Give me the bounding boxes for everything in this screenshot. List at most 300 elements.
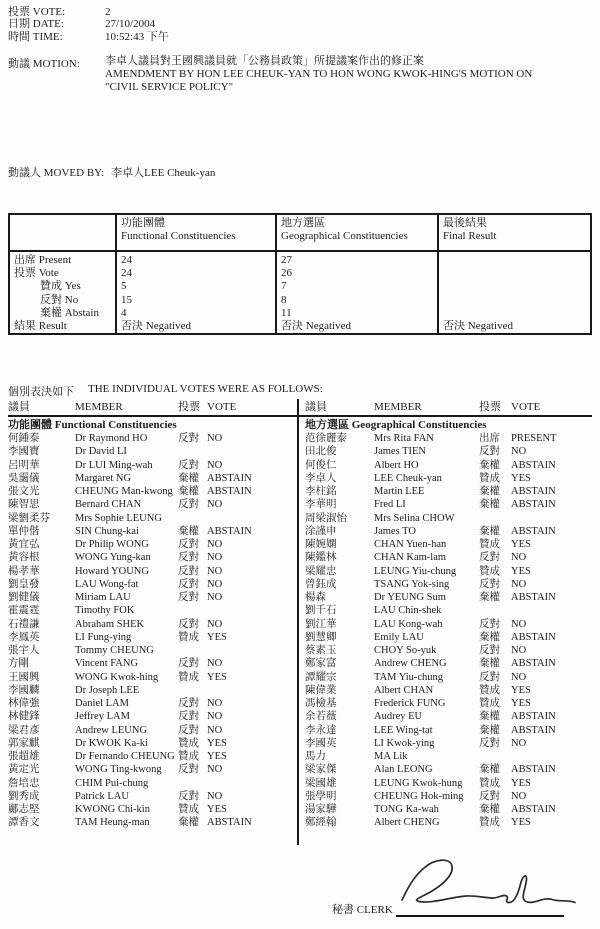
member-row <box>305 578 595 591</box>
member-en: TSANG Yok-sing <box>374 578 450 590</box>
member-vote-en: YES <box>511 539 531 550</box>
member-row <box>305 657 595 670</box>
member-vote-en: NO <box>207 459 223 471</box>
date-row <box>8 18 169 30</box>
member-row <box>8 750 294 763</box>
member-row <box>8 472 294 485</box>
member-vote-cn: 反對 <box>479 737 500 749</box>
vote-cn-header: 投票 <box>178 401 200 413</box>
member-en: TONG Ka-wah <box>374 804 439 815</box>
time-label: 時間 TIME: <box>8 30 63 43</box>
member-vote-en <box>207 604 294 617</box>
summary-cell-line: 投票 Vote <box>14 267 59 280</box>
member-vote-en: NO <box>207 790 223 802</box>
member-vote-en: NO <box>207 539 223 550</box>
member-vote-en: ABSTAIN <box>511 592 556 603</box>
member-cn: 方剛 <box>8 658 29 670</box>
member-en: LEE Cheuk-yan <box>374 472 442 484</box>
member-vote-en: ABSTAIN <box>511 459 556 471</box>
member-row <box>8 710 294 723</box>
member-cn: 黃容根 <box>8 552 40 564</box>
members-column-header-right <box>305 401 592 414</box>
member-en: WONG Yung-kan <box>75 552 151 564</box>
summary-cell-line: 否決 Negatived <box>443 319 513 332</box>
member-vote-en: NO <box>207 592 223 603</box>
summary-cell-line <box>443 307 586 320</box>
member-vote-cn: 反對 <box>178 499 199 511</box>
member-en: WONG Ting-kwong <box>75 764 162 776</box>
summary-cell-line: 11 <box>281 306 292 319</box>
member-vote-en <box>207 777 294 790</box>
member-row <box>8 777 294 790</box>
member-cn: 李柱銘 <box>305 486 337 497</box>
summary-cell-line: 棄權 Abstain <box>40 306 99 319</box>
member-cn: 譚耀宗 <box>305 671 337 683</box>
member-en: CHAN Yuen-han <box>374 539 447 550</box>
member-en: James TO <box>374 525 416 537</box>
functional-members-list <box>8 432 294 830</box>
member-row <box>305 750 595 763</box>
member-en: Miriam LAU <box>75 592 131 603</box>
member-en: Dr KWOK Ka-ki <box>75 737 148 749</box>
member-en: LAU Chin-shek <box>374 605 442 617</box>
member-en: Howard YOUNG <box>75 565 149 577</box>
moved-by-label: 動議人 MOVED BY: <box>8 167 105 179</box>
member-row <box>305 538 595 551</box>
member-en: Abraham SHEK <box>75 618 145 630</box>
date-label: 日期 DATE: <box>8 18 64 31</box>
member-cn: 劉千石 <box>305 605 337 617</box>
member-en: KWONG Chi-kin <box>75 804 150 815</box>
member-row <box>305 763 595 776</box>
geographical-constituencies-heading: 地方選區 Geographical Constituencies <box>305 419 487 431</box>
member-row <box>305 498 595 511</box>
member-en-header: MEMBER <box>75 401 123 413</box>
member-row <box>305 684 595 697</box>
member-en: Daniel LAM <box>75 698 129 709</box>
member-vote-cn: 反對 <box>479 446 500 458</box>
members-column-header-left <box>8 401 292 414</box>
member-row <box>8 525 294 538</box>
member-vote-cn: 反對 <box>479 671 500 683</box>
member-cn: 曾鈺成 <box>305 578 337 590</box>
member-cn: 劉健儀 <box>8 592 40 603</box>
member-en: LEUNG Kwok-hung <box>374 777 463 789</box>
summary-header-functional-cn: 功能團體 <box>121 217 165 229</box>
member-vote-en: ABSTAIN <box>511 804 556 815</box>
member-vote-cn: 反對 <box>479 552 500 564</box>
clerk-signature-block <box>332 901 564 917</box>
member-vote-en: NO <box>207 724 223 736</box>
member-vote-cn: 反對 <box>178 578 199 590</box>
motion-line-chinese: 李卓人議員對王國興議員就「公務員政策」所提議案作出的修正案 <box>105 55 424 67</box>
member-cn-header: 議員 <box>8 401 30 413</box>
member-row <box>8 816 294 829</box>
summary-cell-line: 7 <box>281 280 287 293</box>
summary-header-geographical-en: Geographical Constituencies <box>281 230 408 242</box>
summary-cell-line: 15 <box>121 293 132 306</box>
individual-votes-title-en: THE INDIVIDUAL VOTES WERE AS FOLLOWS: <box>88 383 323 395</box>
vote-en-header: VOTE <box>207 401 237 413</box>
member-cn: 黃定光 <box>8 764 40 776</box>
member-row <box>305 631 595 644</box>
member-cn: 呂明華 <box>8 459 40 471</box>
member-row <box>305 671 595 684</box>
member-vote-en: YES <box>207 671 227 683</box>
member-vote-cn: 棄權 <box>479 631 500 643</box>
member-cn: 劉秀成 <box>8 790 40 802</box>
member-cn: 林偉強 <box>8 698 40 709</box>
member-vote-en: NO <box>207 433 223 444</box>
summary-cell-line: 4 <box>121 306 127 319</box>
member-vote-en: YES <box>511 817 531 829</box>
member-row <box>305 618 595 631</box>
member-cn: 梁國雄 <box>305 777 337 789</box>
member-vote-en: ABSTAIN <box>511 658 556 670</box>
member-cn: 譚香文 <box>8 817 40 829</box>
member-en: Timothy FOK <box>75 605 135 617</box>
member-vote-cn: 反對 <box>178 565 199 577</box>
member-vote-en: YES <box>511 565 531 577</box>
member-en: CHIM Pui-chung <box>75 777 149 789</box>
member-cn: 周梁淑怡 <box>305 512 347 524</box>
member-en: Andrew LEUNG <box>75 724 148 736</box>
motion-section <box>8 55 532 94</box>
time-value: 10:52:43 下午 <box>105 30 169 43</box>
motion-line-english-2: "CIVIL SERVICE POLICY" <box>105 81 234 93</box>
member-row <box>8 737 294 750</box>
member-row <box>305 445 595 458</box>
member-vote-en: NO <box>207 764 223 776</box>
member-vote-cn: 贊成 <box>479 539 500 550</box>
member-row <box>8 591 294 604</box>
summary-cell-line: 出席 Present <box>14 254 72 266</box>
member-vote-cn: 棄權 <box>178 472 199 484</box>
member-vote-cn <box>178 512 207 525</box>
summary-header-blank <box>10 215 115 252</box>
member-vote-en: NO <box>207 658 223 670</box>
vote-cn-header: 投票 <box>479 401 501 413</box>
member-vote-en <box>511 750 595 763</box>
member-vote-cn: 棄權 <box>178 486 199 497</box>
member-cn: 李華明 <box>305 499 337 511</box>
document-header <box>8 6 169 43</box>
member-row <box>305 710 595 723</box>
header-underline <box>8 415 592 417</box>
member-cn: 涂謹申 <box>305 525 337 537</box>
member-row <box>8 631 294 644</box>
member-en: Bernard CHAN <box>75 499 142 511</box>
member-row <box>305 604 595 617</box>
member-row <box>8 565 294 578</box>
member-vote-en: ABSTAIN <box>207 472 252 484</box>
member-vote-en: ABSTAIN <box>207 817 252 829</box>
vote-number-row <box>8 6 169 18</box>
member-cn: 陳鑑林 <box>305 552 337 564</box>
member-cn: 梁劉柔芬 <box>8 512 50 524</box>
member-row <box>8 445 294 458</box>
member-vote-cn: 反對 <box>178 711 199 723</box>
member-cn: 陳偉業 <box>305 684 337 696</box>
member-vote-cn: 贊成 <box>479 684 500 696</box>
summary-cell-line <box>443 294 586 307</box>
member-row <box>8 697 294 710</box>
moved-by-section <box>8 164 215 180</box>
member-vote-cn: 棄權 <box>479 804 500 815</box>
individual-votes-title <box>8 383 323 399</box>
clerk-label: 秘書 CLERK <box>332 904 393 916</box>
member-row <box>305 432 595 445</box>
member-row <box>8 538 294 551</box>
member-en: LAU Wong-fat <box>75 578 139 590</box>
member-vote-cn: 反對 <box>178 459 199 471</box>
member-vote-cn <box>178 684 207 697</box>
member-cn: 何鍾泰 <box>8 433 40 444</box>
member-en: Margaret NG <box>75 472 132 484</box>
summary-cell-line <box>443 267 586 280</box>
member-en: TAM Heung-man <box>75 817 150 829</box>
member-cn: 田北俊 <box>305 446 337 458</box>
motion-line-english-1: AMENDMENT BY HON LEE CHEUK-YAN TO HON WONG KWOK-HING'S MOTION ON <box>105 68 533 80</box>
member-en: Mrs Rita FAN <box>374 433 434 444</box>
member-vote-en: ABSTAIN <box>511 711 556 723</box>
member-vote-cn: 贊成 <box>479 565 500 577</box>
member-vote-cn: 反對 <box>479 645 500 656</box>
member-vote-cn <box>178 777 207 790</box>
summary-cell-line: 否決 Negatived <box>121 319 191 332</box>
vote-en-header: VOTE <box>511 401 541 413</box>
member-row <box>8 498 294 511</box>
member-vote-cn: 贊成 <box>178 671 199 683</box>
member-vote-en <box>207 684 294 697</box>
member-cn: 石禮謙 <box>8 618 40 630</box>
member-vote-en: YES <box>511 698 531 709</box>
member-vote-en: YES <box>207 804 227 815</box>
member-cn-header: 議員 <box>305 401 327 413</box>
member-en: Dr Philip WONG <box>75 539 149 550</box>
member-en: TAM Yiu-chung <box>374 671 444 683</box>
summary-final-values <box>437 252 590 333</box>
member-row <box>305 644 595 657</box>
member-cn: 馬力 <box>305 751 326 762</box>
member-vote-en: NO <box>511 790 527 802</box>
member-row <box>305 697 595 710</box>
member-cn: 范徐麗泰 <box>305 433 347 444</box>
member-row <box>305 512 595 525</box>
member-cn: 李永達 <box>305 724 337 736</box>
member-en: Emily LAU <box>374 631 424 643</box>
member-cn: 林健鋒 <box>8 711 40 723</box>
member-row <box>305 777 595 790</box>
member-vote-cn <box>178 604 207 617</box>
member-row <box>305 472 595 485</box>
member-vote-cn: 反對 <box>178 539 199 550</box>
summary-cell-line: 24 <box>121 254 132 266</box>
member-vote-cn: 棄權 <box>479 711 500 723</box>
member-vote-en: ABSTAIN <box>511 631 556 643</box>
summary-cell-line: 24 <box>121 267 132 280</box>
member-vote-cn: 反對 <box>178 592 199 603</box>
motion-label: 動議 MOTION: <box>8 58 80 70</box>
member-vote-en: ABSTAIN <box>207 525 252 537</box>
member-vote-cn: 贊成 <box>479 472 500 484</box>
member-vote-cn: 反對 <box>178 658 199 670</box>
member-vote-en: NO <box>207 618 223 630</box>
member-vote-cn: 贊成 <box>479 817 500 829</box>
member-vote-en: ABSTAIN <box>511 499 556 511</box>
member-cn: 鄺志堅 <box>8 804 40 815</box>
signature-icon <box>398 856 578 906</box>
member-cn: 郭家麒 <box>8 737 40 749</box>
summary-cell-line: 反對 No <box>40 293 79 306</box>
member-cn: 余若薇 <box>305 711 337 723</box>
member-vote-en: YES <box>511 777 531 789</box>
member-row <box>8 790 294 803</box>
member-vote-en: YES <box>511 472 531 484</box>
member-row <box>305 790 595 803</box>
member-vote-en: ABSTAIN <box>511 486 556 497</box>
member-cn: 王國興 <box>8 671 40 683</box>
member-en: Mrs Sophie LEUNG <box>75 512 162 524</box>
member-row <box>8 724 294 737</box>
member-vote-cn: 反對 <box>178 552 199 564</box>
member-vote-cn <box>479 750 511 763</box>
member-cn: 霍震霆 <box>8 605 40 617</box>
member-vote-cn: 贊成 <box>479 777 500 789</box>
summary-cell-line <box>443 254 586 267</box>
member-vote-cn: 棄權 <box>178 817 199 829</box>
member-vote-en: NO <box>511 737 527 749</box>
member-en: Patrick LAU <box>75 790 129 802</box>
member-row <box>8 459 294 472</box>
member-en: Vincent FANG <box>75 658 139 670</box>
summary-cell-line: 8 <box>281 293 287 306</box>
member-vote-cn: 棄權 <box>178 525 199 537</box>
member-row <box>8 644 294 657</box>
member-en: Frederick FUNG <box>374 698 446 709</box>
member-vote-en <box>511 512 595 525</box>
member-cn: 鄭經翰 <box>305 817 337 829</box>
member-en: Albert HO <box>374 459 419 471</box>
member-cn: 詹培忠 <box>8 777 40 789</box>
member-en: Dr YEUNG Sum <box>374 592 446 603</box>
member-cn: 湯家驊 <box>305 804 337 815</box>
member-row <box>305 485 595 498</box>
summary-cell-line: 結果 Result <box>14 319 67 332</box>
member-cn: 李國寶 <box>8 446 40 458</box>
member-vote-cn: 棄權 <box>479 658 500 670</box>
member-cn: 馮檢基 <box>305 698 337 709</box>
member-en: MA Lik <box>374 751 408 762</box>
member-vote-cn <box>178 445 207 458</box>
member-row <box>305 737 595 750</box>
member-vote-cn: 棄權 <box>479 459 500 471</box>
member-row <box>305 459 595 472</box>
member-row <box>305 724 595 737</box>
member-vote-en: NO <box>207 499 223 511</box>
member-vote-cn: 棄權 <box>479 592 500 603</box>
member-en: Dr Joseph LEE <box>75 684 140 696</box>
member-vote-en: NO <box>207 698 223 709</box>
member-cn: 張文光 <box>8 486 40 497</box>
member-en: Dr David LI <box>75 446 127 458</box>
member-cn: 何俊仁 <box>305 459 337 471</box>
member-row <box>8 684 294 697</box>
member-row <box>305 565 595 578</box>
member-vote-cn: 棄權 <box>479 724 500 736</box>
member-vote-en <box>207 445 294 458</box>
member-en: Fred LI <box>374 499 406 511</box>
summary-header-geographical-cn: 地方選區 <box>281 217 325 229</box>
member-en: CHOY So-yuk <box>374 645 437 656</box>
member-vote-en: YES <box>207 631 227 643</box>
member-vote-en: PRESENT <box>511 433 557 444</box>
member-vote-en: ABSTAIN <box>207 486 252 497</box>
member-vote-cn: 反對 <box>479 618 500 630</box>
member-vote-cn: 贊成 <box>178 737 199 749</box>
member-vote-cn: 贊成 <box>178 751 199 762</box>
member-en: LAU Kong-wah <box>374 618 443 630</box>
member-row <box>8 803 294 816</box>
member-en: Dr Fernando CHEUNG <box>75 751 175 762</box>
member-row <box>8 578 294 591</box>
member-cn: 李鳳英 <box>8 631 40 643</box>
member-vote-cn: 贊成 <box>178 631 199 643</box>
member-vote-cn: 棄權 <box>479 525 500 537</box>
member-en: Alan LEONG <box>374 764 433 776</box>
summary-table <box>8 213 592 335</box>
member-row <box>305 551 595 564</box>
summary-cell-line: 否決 Negatived <box>281 319 351 332</box>
member-en: Dr LUI Ming-wah <box>75 459 153 471</box>
member-vote-cn <box>479 512 511 525</box>
member-vote-en: YES <box>511 684 531 696</box>
summary-cell-line: 5 <box>121 280 127 293</box>
member-en: SIN Chung-kai <box>75 525 139 537</box>
member-en: Andrew CHENG <box>374 658 447 670</box>
clerk-signature-line <box>396 903 564 917</box>
member-cn: 李卓人 <box>305 472 337 484</box>
summary-geographical-values <box>275 252 437 333</box>
member-en: CHEUNG Hok-ming <box>374 790 464 802</box>
geographical-members-list <box>305 432 595 830</box>
member-vote-cn: 贊成 <box>178 804 199 815</box>
member-en: LI Kwok-ying <box>374 737 435 749</box>
member-en: Jeffrey LAM <box>75 711 130 723</box>
member-row <box>8 671 294 684</box>
member-cn: 楊孝華 <box>8 565 40 577</box>
member-vote-en: NO <box>511 446 527 458</box>
motion-text <box>105 55 532 94</box>
summary-header-final <box>437 215 590 252</box>
column-divider <box>297 399 299 845</box>
member-vote-en: YES <box>207 737 227 749</box>
member-vote-cn: 反對 <box>178 698 199 709</box>
summary-cell-line: 26 <box>281 267 292 280</box>
member-cn: 李國英 <box>305 737 337 749</box>
member-en: LEE Wing-tat <box>374 724 433 736</box>
member-vote-cn: 反對 <box>479 578 500 590</box>
member-vote-en: NO <box>207 578 223 590</box>
member-row <box>8 618 294 631</box>
member-cn: 張宇人 <box>8 645 40 656</box>
member-vote-cn: 棄權 <box>479 486 500 497</box>
member-en: James TIEN <box>374 446 427 458</box>
member-en: Dr Raymond HO <box>75 433 148 444</box>
member-cn: 楊森 <box>305 592 326 603</box>
summary-header-final-en: Final Result <box>443 230 497 242</box>
member-vote-cn: 贊成 <box>479 698 500 709</box>
